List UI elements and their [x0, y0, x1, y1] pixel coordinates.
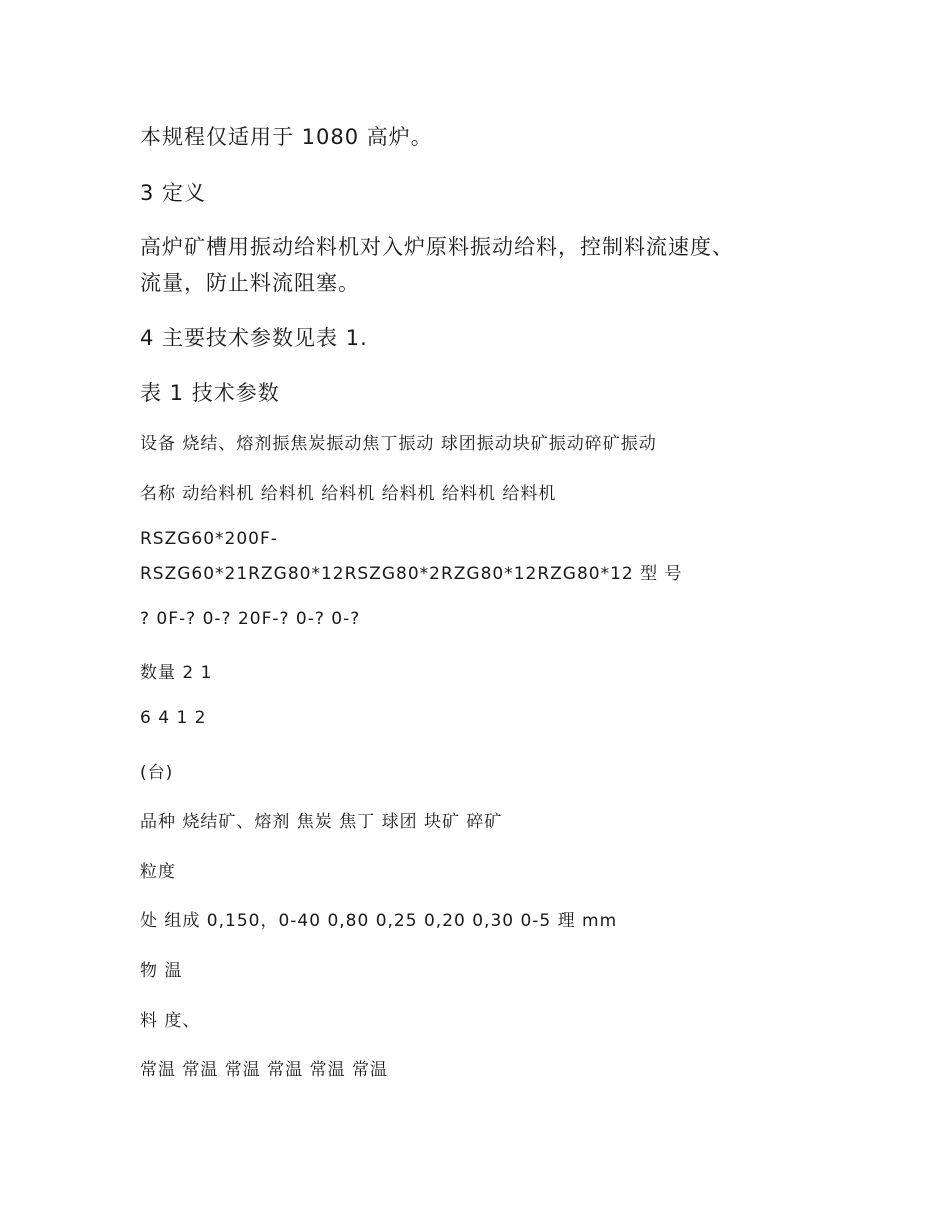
- table-row-temperature-2: 料 度、: [140, 1011, 201, 1031]
- definition-text-line-1: 高炉矿槽用振动给料机对入炉原料振动给料，控制料流速度、: [140, 235, 734, 259]
- table-row-granularity: 粒度: [140, 862, 176, 882]
- table-row-quantity-values: 6 4 1 2: [140, 708, 207, 728]
- table-row-model-2: RSZG60*21RZG80*12RSZG80*2RZG80*12RZG80*12 型 号: [140, 564, 683, 584]
- scope-text: 本规程仅适用于 1080 高炉。: [140, 125, 433, 149]
- table-row-name: 名称 动给料机 给料机 给料机 给料机 给料机 给料机: [140, 484, 557, 504]
- table-row-temperature-1: 物 温: [140, 961, 183, 981]
- definition-text-line-2: 流量，防止料流阻塞。: [140, 271, 360, 295]
- table-row-model-3: ? 0F-? 0-? 20F-? 0-? 0-?: [140, 609, 361, 629]
- section-4-heading: 4 主要技术参数见表 1.: [140, 326, 368, 350]
- table-row-equipment: 设备 烧结、熔剂振焦炭振动焦丁振动 球团振动块矿振动碎矿振动: [140, 434, 657, 454]
- table-row-quantity: 数量 2 1: [140, 663, 213, 683]
- table-row-variety: 品种 烧结矿、熔剂 焦炭 焦丁 球团 块矿 碎矿: [140, 812, 503, 832]
- section-3-heading: 3 定义: [140, 181, 207, 205]
- table-row-composition: 处 组成 0,150，0-40 0,80 0,25 0,20 0,30 0-5 理 mm: [140, 911, 618, 931]
- table-row-quantity-unit: (台): [140, 763, 174, 783]
- table-row-temperature-values: 常温 常温 常温 常温 常温 常温: [140, 1060, 389, 1080]
- table-row-model-1: RSZG60*200F-: [140, 529, 278, 549]
- table-caption: 表 1 技术参数: [140, 381, 280, 405]
